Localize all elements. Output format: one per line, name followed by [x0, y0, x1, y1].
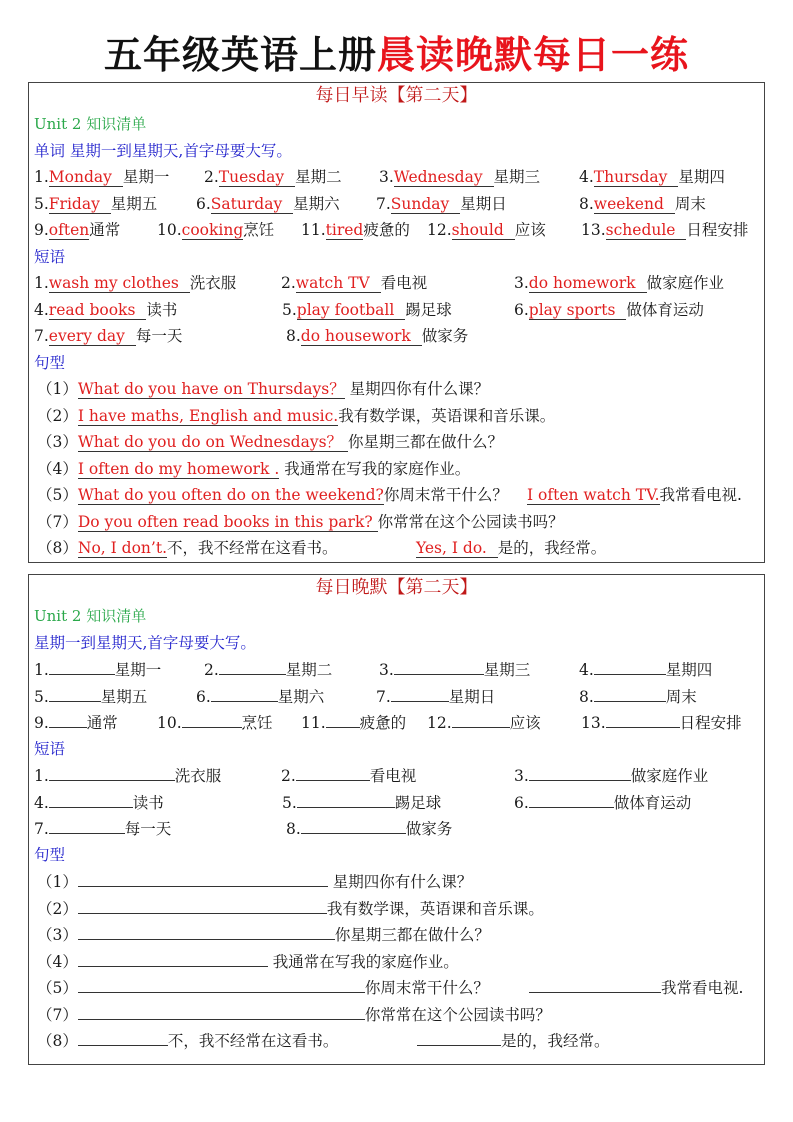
sentence-num: （7） — [37, 1005, 78, 1024]
sentence-answer-2: I often watch TV. — [527, 486, 660, 504]
word-item — [581, 217, 748, 243]
phrase-item — [514, 270, 724, 296]
phrase-meaning: 做体育运动 — [626, 300, 704, 319]
word-item — [34, 191, 157, 217]
word-num: 12. — [427, 714, 452, 732]
word-item — [579, 191, 706, 217]
answer-blank[interactable] — [78, 868, 328, 887]
phrase-meaning: 每一天 — [135, 327, 183, 345]
sentence-row — [29, 429, 764, 456]
word-meaning: 星期五 — [110, 194, 158, 213]
phrases-heading: 短语 — [34, 739, 66, 758]
phrase-item — [34, 297, 177, 323]
sentence-meaning: 不，我不经常在这看书。 — [167, 539, 338, 557]
sentence-row — [29, 921, 764, 948]
phrase-meaning: 洗衣服 — [174, 767, 222, 785]
sentence-row — [29, 482, 764, 509]
answer-blank[interactable] — [78, 895, 327, 914]
phrase-meaning: 看电视 — [380, 274, 428, 292]
phrase-num: 7. — [34, 327, 49, 345]
phrase-answer: read books — [49, 301, 147, 320]
word-meaning: 星期日 — [460, 194, 507, 213]
word-item — [427, 217, 546, 243]
sentence-meaning: 星期四你有什么课？ — [344, 380, 490, 398]
word-num: 5. — [34, 687, 49, 706]
word-answer: Thursday — [594, 168, 679, 187]
sentence-row — [29, 376, 764, 403]
word-num: 6. — [196, 194, 211, 213]
word-item — [196, 191, 340, 217]
word-num: 1. — [34, 168, 49, 186]
sentence-row — [29, 535, 764, 562]
phrase-num: 1. — [34, 274, 49, 292]
words-heading: 星期一到星期天,首字母要大写。 — [34, 633, 256, 652]
sentence-meaning: 我有数学课，英语课和音乐课。 — [326, 899, 544, 918]
sentence-meaning: 你常常在这个公园读书吗？ — [377, 512, 564, 531]
answer-blank[interactable] — [49, 709, 87, 728]
word-meaning: 星期六 — [277, 687, 325, 706]
word-meaning: 星期二 — [295, 168, 342, 186]
evening-dictation-box — [28, 574, 765, 1065]
sentence-row — [29, 974, 764, 1001]
sentence-meaning: 你星期三都在做什么？ — [348, 433, 504, 451]
word-num: 3. — [379, 661, 394, 679]
sentence-num: （4） — [37, 952, 78, 971]
phrase-meaning: 读书 — [132, 793, 164, 812]
word-meaning: 烹饪 — [241, 714, 273, 732]
word-meaning: 疲惫的 — [363, 221, 410, 239]
word-answer: Wednesday — [394, 168, 494, 187]
word-num: 7. — [376, 194, 391, 213]
word-meaning: 星期三 — [493, 168, 541, 186]
sentence-meaning-2: 是的，我经常。 — [501, 1032, 610, 1050]
phrase-meaning: 做家务 — [421, 327, 469, 345]
word-meaning: 烹饪 — [243, 221, 275, 239]
word-num: 3. — [379, 168, 394, 186]
phrase-meaning: 做家庭作业 — [646, 274, 725, 292]
phrase-num: 7. — [34, 820, 49, 838]
phrase-item — [34, 270, 236, 296]
word-num: 7. — [376, 687, 391, 706]
answer-blank[interactable] — [78, 921, 335, 940]
word-answer: should — [452, 221, 515, 240]
sentence-meaning: 我通常在写我的家庭作业。 — [279, 459, 471, 478]
word-num: 8. — [579, 687, 594, 706]
word-meaning: 应该 — [509, 714, 541, 732]
sentence-row — [29, 948, 764, 975]
sentences-heading: 句型 — [34, 353, 66, 372]
phrase-item — [514, 297, 704, 323]
unit-label: Unit 2 知识清单 — [34, 115, 147, 133]
unit-label: Unit 2 知识清单 — [34, 607, 147, 625]
answer-blank[interactable] — [297, 789, 395, 808]
word-meaning: 应该 — [514, 221, 546, 239]
word-item — [579, 164, 725, 190]
answer-blank[interactable] — [78, 948, 268, 967]
answer-blank[interactable] — [78, 974, 365, 993]
phrase-num: 6. — [514, 300, 529, 319]
sentence-row — [29, 456, 764, 483]
word-meaning: 星期四 — [678, 168, 725, 186]
word-num: 11. — [301, 221, 326, 239]
word-answer: often — [48, 221, 90, 239]
answer-blank[interactable] — [606, 709, 680, 728]
word-num: 11. — [301, 714, 326, 732]
phrases-row-1 — [29, 762, 764, 789]
word-meaning: 星期一 — [122, 168, 170, 186]
phrases-row-2 — [29, 789, 764, 816]
sentence-meaning: 你星期三都在做什么？ — [334, 926, 490, 944]
word-item — [376, 191, 507, 217]
word-meaning: 周末 — [665, 687, 697, 706]
word-num: 13. — [581, 714, 606, 732]
answer-blank[interactable] — [594, 683, 666, 702]
answer-blank[interactable] — [211, 683, 278, 702]
word-answer: cooking — [181, 221, 244, 239]
phrase-item — [281, 270, 427, 296]
word-num: 10. — [157, 221, 182, 239]
sentence-num: （8） — [37, 539, 78, 557]
answer-blank[interactable] — [49, 656, 115, 675]
sentence-meaning: 我通常在写我的家庭作业。 — [267, 952, 459, 971]
word-answer: Sunday — [391, 195, 460, 214]
phrase-item — [282, 297, 452, 323]
word-meaning: 星期五 — [100, 687, 148, 706]
answer-blank-2[interactable] — [417, 1027, 501, 1046]
answer-blank[interactable] — [391, 683, 449, 702]
word-item — [301, 217, 410, 243]
word-item — [379, 164, 540, 190]
sentence-row — [29, 868, 764, 895]
word-item — [204, 164, 342, 190]
answer-blank[interactable] — [49, 789, 133, 808]
sentence-meaning: 你周末常干什么？ — [383, 486, 508, 504]
phrase-meaning: 看电视 — [369, 767, 417, 785]
words-row-1 — [29, 164, 764, 191]
word-num: 10. — [157, 714, 182, 732]
answer-blank[interactable] — [182, 709, 242, 728]
word-item — [34, 164, 169, 190]
word-meaning: 星期一 — [114, 661, 162, 679]
phrases-row-3 — [29, 323, 764, 350]
sentence-row — [29, 1001, 764, 1028]
sentence-num: （8） — [37, 1032, 78, 1050]
word-num: 12. — [427, 221, 452, 239]
phrase-answer: do housework — [301, 327, 422, 346]
phrase-num: 4. — [34, 300, 49, 319]
word-num: 5. — [34, 194, 49, 213]
phrase-answer: watch TV — [296, 274, 381, 293]
answer-blank[interactable] — [78, 1027, 168, 1046]
word-answer: weekend — [594, 195, 675, 214]
answer-blank[interactable] — [296, 762, 370, 781]
page-title — [0, 30, 793, 80]
phrase-num: 2. — [281, 274, 296, 292]
words-row-1 — [29, 656, 764, 683]
answer-blank[interactable] — [529, 789, 614, 808]
words-row-3 — [29, 217, 764, 244]
sentence-meaning: 你周末常干什么？ — [364, 979, 489, 997]
answer-blank[interactable] — [49, 683, 101, 702]
answer-blank[interactable] — [452, 709, 510, 728]
sentence-answer: What do you often do on the weekend? — [77, 486, 384, 504]
answer-blank[interactable] — [78, 1001, 365, 1020]
phrases-row-3 — [29, 815, 764, 842]
sentence-answer: I often do my homework . — [77, 459, 280, 478]
phrase-meaning: 读书 — [146, 300, 178, 319]
phrase-answer: wash my clothes — [49, 274, 190, 293]
sentence-row — [29, 509, 764, 536]
words-row-2 — [29, 683, 764, 710]
sentence-num: （7） — [37, 512, 78, 531]
word-meaning: 星期四 — [665, 661, 713, 679]
phrase-meaning: 每一天 — [124, 820, 172, 838]
answer-blank[interactable] — [326, 709, 360, 728]
sentence-answer: Do you often read books in this park? — [77, 512, 378, 531]
sentence-meaning-2: 我常看电视. — [661, 979, 744, 997]
word-meaning: 星期三 — [483, 661, 531, 679]
word-item — [34, 217, 120, 243]
sentence-meaning: 我有数学课，英语课和音乐课。 — [338, 406, 556, 425]
phrase-meaning: 做体育运动 — [613, 793, 692, 812]
answer-blank[interactable] — [529, 762, 631, 781]
word-answer: Friday — [49, 195, 111, 214]
phrase-num: 2. — [281, 767, 296, 785]
word-meaning: 通常 — [89, 221, 121, 239]
sentence-num: （2） — [37, 406, 78, 425]
answer-blank[interactable] — [219, 656, 286, 675]
word-num: 4. — [579, 661, 594, 679]
sentence-num: （3） — [37, 433, 78, 451]
word-meaning: 日程安排 — [686, 221, 749, 239]
phrase-meaning: 踢足球 — [394, 793, 442, 812]
word-meaning: 通常 — [86, 714, 118, 732]
word-num: 9. — [34, 714, 49, 732]
word-meaning: 星期六 — [293, 194, 340, 213]
word-answer: Saturday — [211, 195, 293, 214]
sentence-meaning-2: 我常看电视. — [659, 486, 742, 504]
sentence-num: （1） — [37, 873, 78, 891]
phrases-row-1 — [29, 270, 764, 297]
phrase-num: 6. — [514, 793, 529, 812]
sentence-num: （1） — [37, 380, 78, 398]
phrase-answer: play sports — [529, 301, 627, 320]
phrase-item — [286, 323, 468, 349]
word-num: 13. — [581, 221, 606, 239]
word-num: 6. — [196, 687, 211, 706]
sentence-answer: No, I don’t. — [77, 539, 167, 557]
phrase-answer: play football — [297, 301, 405, 320]
phrase-num: 8. — [286, 820, 301, 838]
sentence-meaning-2: 是的，我经常。 — [497, 539, 607, 557]
phrase-item — [34, 323, 182, 349]
word-num: 4. — [579, 168, 594, 186]
phrase-num: 3. — [514, 767, 529, 785]
phrase-num: 5. — [282, 793, 297, 812]
word-meaning: 周末 — [674, 194, 706, 213]
phrase-meaning: 洗衣服 — [189, 274, 237, 292]
phrase-meaning: 做家庭作业 — [630, 767, 709, 785]
phrase-num: 8. — [286, 327, 301, 345]
word-num: 2. — [204, 168, 219, 186]
word-num: 9. — [34, 221, 49, 239]
words-row-3 — [29, 709, 764, 736]
answer-blank[interactable] — [49, 762, 175, 781]
sentence-num: （5） — [37, 979, 78, 997]
word-answer: schedule — [606, 221, 687, 240]
phrase-answer: do homework — [529, 274, 647, 293]
word-num: 2. — [204, 661, 219, 679]
title-red: 晨读晚默每日一练 — [377, 33, 690, 77]
answer-blank-2[interactable] — [529, 974, 661, 993]
words-row-2 — [29, 191, 764, 218]
answer-blank[interactable] — [394, 656, 484, 675]
word-answer: Tuesday — [219, 168, 295, 187]
answer-blank[interactable] — [49, 815, 125, 834]
answer-blank[interactable] — [301, 815, 406, 834]
sentences-heading: 句型 — [34, 845, 66, 864]
sentence-answer: What do you have on Thursdays？ — [77, 380, 345, 398]
word-meaning: 日程安排 — [679, 714, 742, 732]
morning-reading-box — [28, 82, 765, 563]
word-meaning: 疲惫的 — [359, 714, 407, 732]
sentence-row — [29, 403, 764, 430]
sentence-meaning: 星期四你有什么课？ — [327, 873, 473, 891]
sentence-answer-2: Yes, I do. — [416, 539, 498, 558]
sentence-row — [29, 895, 764, 922]
words-heading: 单词 星期一到星期天,首字母要大写。 — [34, 141, 292, 160]
phrases-heading: 短语 — [34, 247, 66, 266]
word-num: 8. — [579, 194, 594, 213]
word-meaning: 星期二 — [285, 661, 333, 679]
sentence-num: （5） — [37, 486, 78, 504]
evening-header: 每日晚默【第二天】 — [315, 577, 478, 598]
phrase-num: 1. — [34, 767, 49, 785]
sentence-row — [29, 1027, 764, 1054]
sentence-meaning: 不，我不经常在这看书。 — [167, 1032, 339, 1050]
sentence-answer: What do you do on Wednesdays？ — [78, 433, 348, 452]
sentence-num: （3） — [37, 926, 78, 944]
word-answer: Monday — [49, 168, 123, 187]
phrase-num: 4. — [34, 793, 49, 812]
phrase-num: 5. — [282, 300, 297, 319]
phrases-row-2 — [29, 297, 764, 324]
sentence-num: （2） — [37, 899, 78, 918]
phrase-num: 3. — [514, 274, 529, 292]
answer-blank[interactable] — [594, 656, 666, 675]
word-item — [157, 217, 274, 243]
word-num: 1. — [34, 661, 49, 679]
phrase-meaning: 做家务 — [405, 820, 453, 838]
title-black: 五年级英语上册 — [103, 33, 377, 77]
sentence-num: （4） — [37, 459, 78, 478]
word-answer: tired — [325, 221, 364, 239]
word-meaning: 星期日 — [448, 687, 496, 706]
morning-header: 每日早读【第二天】 — [315, 85, 478, 106]
sentence-meaning: 你常常在这个公园读书吗？ — [364, 1005, 551, 1024]
sentence-answer: I have maths, English and music. — [77, 406, 339, 425]
phrase-meaning: 踢足球 — [405, 300, 452, 319]
phrase-answer: every day — [49, 327, 136, 346]
